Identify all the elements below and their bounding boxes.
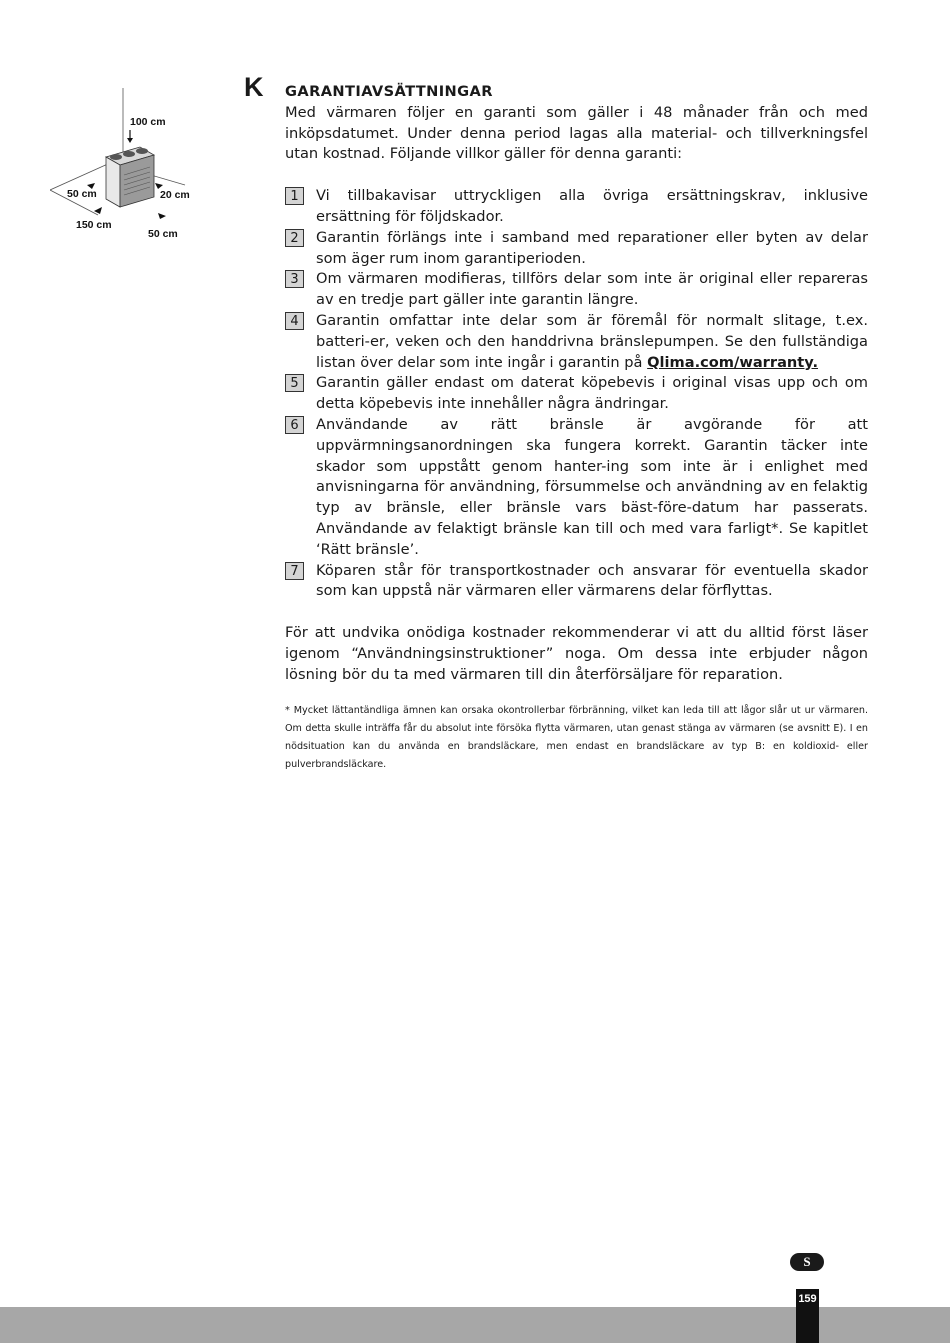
list-item — [285, 228, 868, 270]
intro-paragraph: Med värmaren följer en garanti som gäller i 48 månader från och med inköpsdatumet. Under denna period lagas alla material- och tillverkningsfel utan kostnad. Följande villkor gäller för denna garanti: — [285, 103, 868, 163]
item-text: Om värmaren modifieras, tillförs delar som inte är original eller repareras av en tredje part gäller inte garantin längre. — [316, 270, 868, 309]
advice-paragraph: För att undvika onödiga kostnader rekommenderar vi att du alltid först läser igenom “Användningsinstruktioner” noga. Om dessa inte erbjuder någon lösning bör du ta med värmaren till din återförsäljare för reparation. — [285, 624, 868, 683]
footnote: * Mycket lättantändliga ämnen kan orsaka okontrollerbar förbränning, vilket kan leda till att lågor slår ut ur värmaren. Om detta skulle inträffa får du absolut inte försöka flytta värmaren, utan genast stänga av värmaren (se avsnitt E). I en nödsituation kan du använda en brandsläckare, men endast en brandsläckare av typ B: en koldioxid- eller pulverbrandsläckare. — [285, 704, 868, 770]
list-item — [285, 415, 868, 561]
diagram-label-front-right: 50 cm — [148, 228, 178, 240]
item-text: Garantin förlängs inte i samband med reparationer eller byten av delar som äger rum inom garantiperioden. — [316, 228, 868, 267]
item-text: Köparen står för transportkostnader och ansvarar för eventuella skador som kan uppstå när värmaren eller värmarens delar förflyttas. — [316, 561, 868, 600]
list-item — [285, 269, 868, 311]
heater-illustration — [50, 85, 200, 245]
list-item — [285, 373, 868, 415]
language-badge: S — [790, 1253, 824, 1271]
diagram-label-left: 50 cm — [67, 188, 97, 200]
warranty-link[interactable]: Qlima.com/warranty. — [647, 353, 819, 371]
item-number-badge: 2 — [285, 229, 304, 247]
item-number-badge: 1 — [285, 187, 304, 205]
item-number-badge: 4 — [285, 312, 304, 330]
item-text: Garantin gäller endast om daterat köpebevis i original visas upp och om detta köpebevis inte innehåller några ändringar. — [316, 374, 868, 413]
item-number-badge: 3 — [285, 270, 304, 288]
page-number-tab — [796, 1289, 819, 1343]
warranty-conditions-list — [285, 186, 868, 602]
list-item — [285, 561, 868, 603]
item-text: Garantin omfattar inte delar som är föremål för normalt slitage, t.ex. batteri-er, veken och den handdrivna bränslepumpen. Se den fullständiga listan över delar som inte ingår i garantin på — [316, 311, 868, 371]
list-item — [285, 186, 868, 228]
diagram-label-front-left: 150 cm — [76, 219, 112, 231]
item-number-badge: 6 — [285, 416, 304, 434]
item-text-with-link — [316, 311, 868, 373]
item-number-badge: 5 — [285, 374, 304, 392]
list-item — [285, 311, 868, 373]
item-text: Användande av rätt bränsle är avgörande för att uppvärmningsanordningen ska fungera korrekt. Garantin täcker inte skador som uppstått genom hanter-ing som inte är i enlighet med anvisningarna för användning, försummelse och användning av en felaktig typ av bränsle, eller bränsle vars bäst-före-datum har passerats. Användande av felaktigt bränsle kan till och med vara farligt*. Se kapitlet ‘Rätt bränsle’. — [316, 415, 868, 558]
item-text: Vi tillbakavisar uttryckligen alla övriga ersättningskrav, inklusive ersättning för följdskador. — [316, 187, 868, 225]
item-number-badge: 7 — [285, 562, 304, 580]
heater-clearance-diagram — [50, 85, 200, 245]
section-heading: GARANTIAVSÄTTNINGAR — [285, 83, 493, 100]
warranty-section — [285, 82, 868, 774]
page-number: 159 — [798, 1293, 817, 1305]
diagram-label-top: 100 cm — [130, 116, 166, 128]
diagram-label-right: 20 cm — [160, 189, 190, 201]
section-letter: K — [244, 72, 264, 102]
